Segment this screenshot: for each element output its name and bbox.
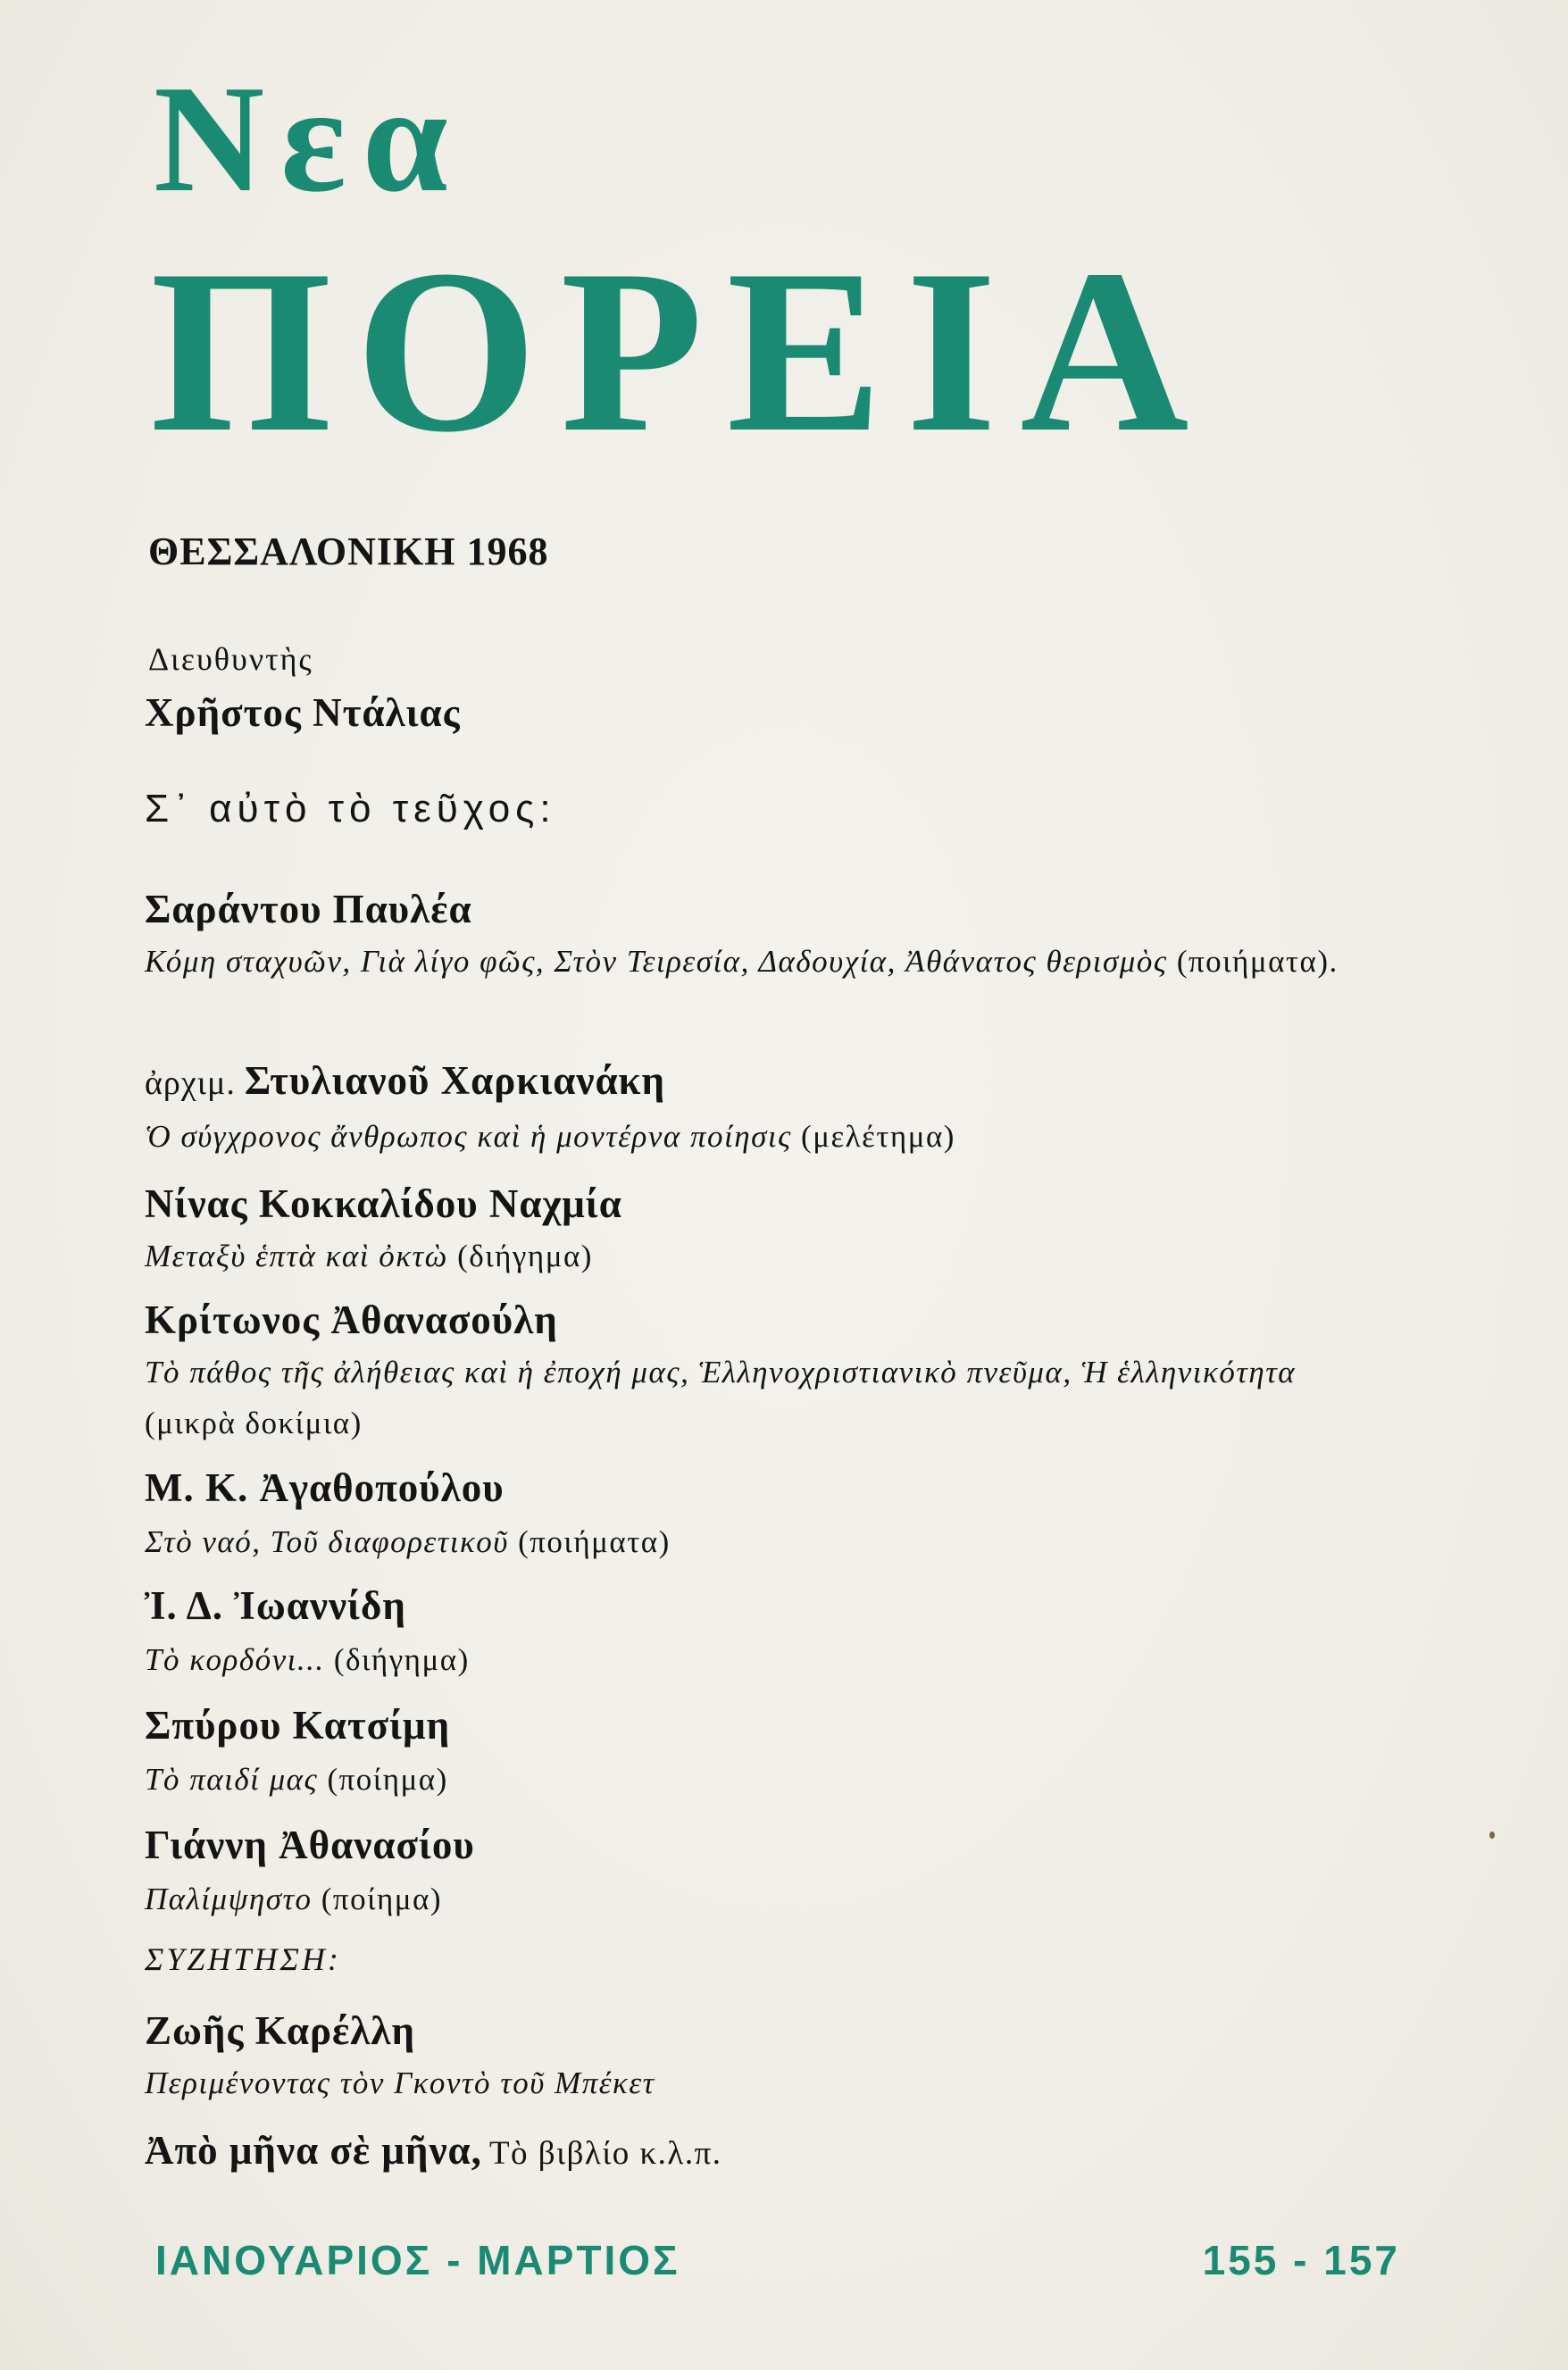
contents-works — [145, 1231, 593, 1281]
masthead-title-large: ΠΟΡΕΙΑ — [150, 221, 1213, 480]
paper-speck — [1489, 1832, 1495, 1839]
author-name: Κρίτωνος Ἀθανασούλη — [145, 1298, 558, 1342]
contents-works — [145, 2057, 655, 2108]
works-kind: (ποίημα) — [327, 1762, 448, 1797]
works-kind: (ποιήματα) — [518, 1524, 671, 1559]
contents-works — [145, 1516, 671, 1567]
author-prefix: ἀρχιμ. — [145, 1064, 236, 1102]
works-kind: (διήγημα) — [457, 1239, 593, 1273]
works-kind: (διήγημα) — [333, 1642, 470, 1677]
author-name: Σαράντου Παυλέα — [145, 887, 472, 931]
contents-author — [145, 1465, 505, 1510]
works-kind: (μελέτημα) — [801, 1119, 955, 1154]
works-kind: (ποιήματα). — [1176, 944, 1339, 979]
works-titles: Παλίμψηστο — [145, 1882, 313, 1916]
contents-works — [145, 1754, 448, 1805]
author-name: Σπύρου Κατσίμη — [145, 1703, 451, 1748]
contents-heading: Σ᾽ αὐτὸ τὸ τεῦχος: — [145, 787, 556, 830]
closing-line — [145, 2128, 722, 2173]
works-titles: Τὸ παιδί μας — [145, 1762, 319, 1797]
issue-months: ΙΑΝΟΥΑΡΙΟΣ - ΜΑΡΤΙΟΣ — [155, 2237, 680, 2283]
author-name: Ζωῆς Καρέλλη — [145, 2008, 416, 2053]
contents-author — [145, 1058, 666, 1103]
director-label: Διευθυντὴς — [148, 641, 313, 677]
author-name: Γιάννη Ἀθανασίου — [145, 1823, 475, 1867]
contents-works — [145, 1111, 1413, 1162]
contents-author — [145, 1703, 451, 1748]
discussion-label: ΣΥΖΗΤΗΣΗ: — [145, 1941, 341, 1977]
masthead-title-small: Νεα — [154, 54, 464, 224]
contents-works — [145, 936, 1395, 987]
contents-author — [145, 1181, 622, 1226]
author-name: Στυλιανοῦ Χαρκιανάκη — [244, 1058, 666, 1103]
contents-works — [145, 1873, 442, 1924]
works-titles: Τὸ πάθος τῆς ἀλήθειας καὶ ἡ ἐποχή μας, Ἑλληνοχριστιανικὸ πνεῦμα, Ἡ ἑλληνικότητα — [145, 1355, 1297, 1389]
works-titles: Περιμένοντας τὸν Γκοντὸ τοῦ Μπέκετ — [145, 2065, 655, 2100]
contents-author — [145, 1825, 475, 1865]
works-titles: Κόμη σταχυῶν, Γιὰ λίγο φῶς, Στὸν Τειρεσία, Δαδουχία, Ἀθάνατος θερισμὸς — [145, 944, 1168, 979]
works-titles: Τὸ κορδόνι... — [145, 1642, 325, 1677]
contents-works — [145, 1347, 1395, 1448]
contents-author — [145, 1300, 558, 1340]
works-titles: Μεταξὺ ἑπτὰ καὶ ὀκτὼ — [145, 1239, 448, 1273]
works-kind: (μικρὰ δοκίμια) — [145, 1406, 363, 1440]
contents-author — [145, 2008, 416, 2053]
works-titles: Ὁ σύγχρονος ἄνθρωπος καὶ ἡ μοντέρνα ποίησις — [145, 1119, 792, 1154]
city-year: ΘΕΣΣΑΛΟΝΙΚΗ 1968 — [148, 530, 549, 573]
works-kind: (ποίημα) — [321, 1882, 443, 1916]
issue-numbers: 155 - 157 — [1202, 2237, 1400, 2283]
closing-bold: Ἀπὸ μῆνα σὲ μῆνα, — [145, 2128, 482, 2173]
author-name: Μ. Κ. Ἀγαθοπούλου — [145, 1465, 505, 1510]
contents-works — [145, 1634, 470, 1685]
contents-author — [145, 889, 472, 930]
works-titles: Στὸ ναό, Τοῦ διαφορετικοῦ — [145, 1524, 509, 1559]
contents-author — [145, 1583, 406, 1628]
closing-rest: Τὸ βιβλίο κ.λ.π. — [488, 2135, 722, 2172]
author-name: Ἰ. Δ. Ἰωαννίδη — [145, 1583, 406, 1628]
author-name: Νίνας Κοκκαλίδου Ναχμία — [145, 1181, 622, 1226]
director-name: Χρῆστος Ντάλιας — [145, 690, 461, 735]
